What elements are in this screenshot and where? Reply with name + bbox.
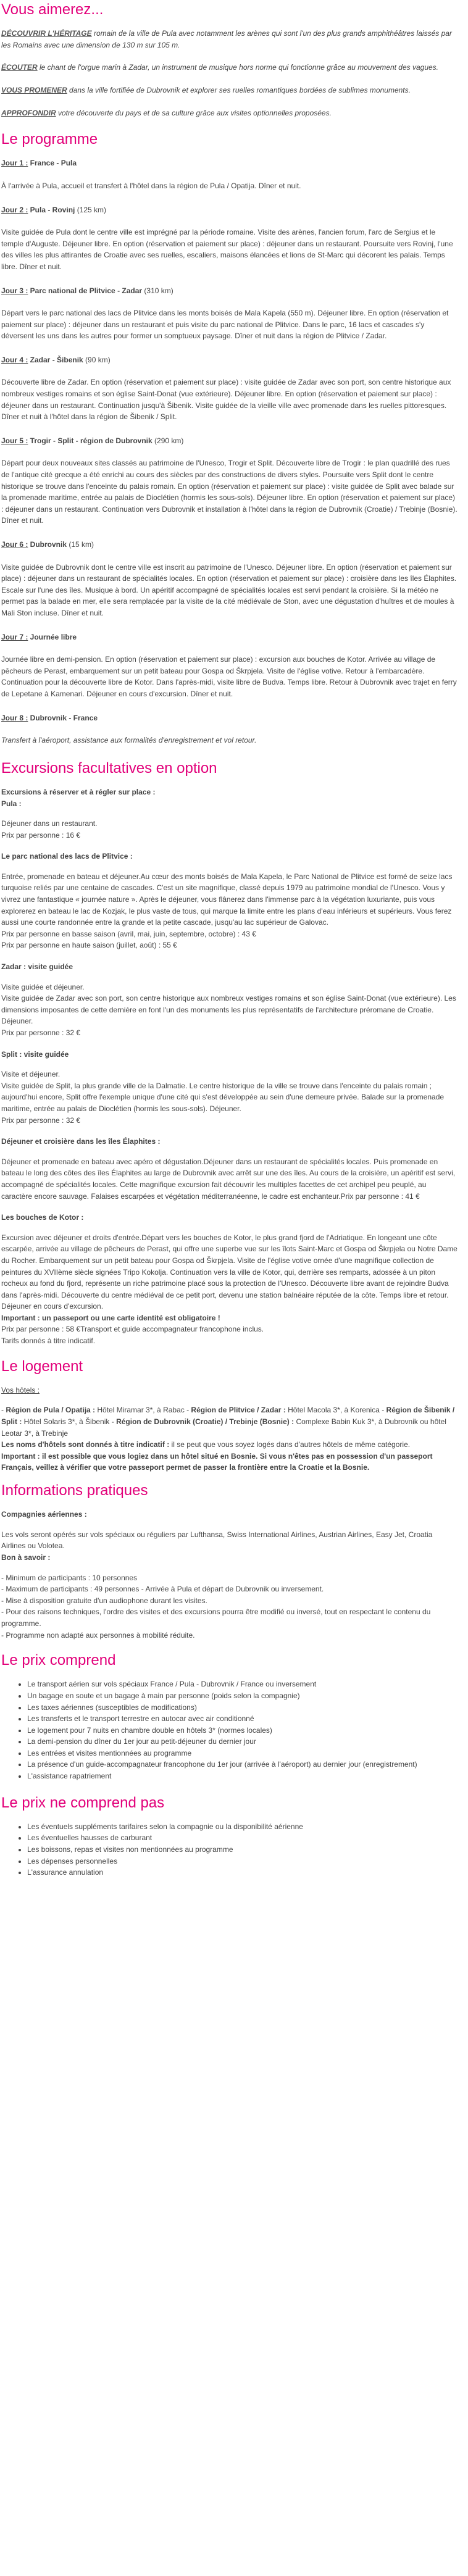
day-title	[1, 435, 458, 447]
hotel-segment: -	[1, 1406, 6, 1415]
excursion-title: Le parc national des lacs de Plitvice :	[1, 852, 133, 861]
excursion	[1, 851, 458, 951]
day-description: Visite guidée de Pula dont le centre ville est imprégné par la période romaine. Visite des arènes, l'ancien forum, l'arc de Sergius et le temple d'Auguste. Déjeuner libre. En option (réservation et paiement sur place) : déjeuner dans un restaurant. Poursuite vers Rovinj, l'une des villes les plus attirantes de Croatie avec ses ruelles, escaliers, maisons élancées et lions de St-Marc qui décorent les palais. Temps libre. Dîner et nuit.	[1, 228, 453, 271]
programme-day	[1, 204, 458, 273]
logement-title: Le logement	[1, 1357, 83, 1375]
day-description: Journée libre en demi-pension. En option (réservation et paiement sur place) : excursion aux bouches de Kotor. Arrivée au village de pêcheurs de Perast, embarquement sur un petit bateau pour Gospa od Škrpjela. Visite de l'église votive. Retour à l'embarcadère. Continuation pour la découverte libre de Kotor. Dans l'après-midi, visite libre de Budva. Temps libre. Retour à Dubrovnik avec trajet en ferry de Lepetane à Kamenari. Déjeuner en cours d'excursion. Dîner et nuit.	[1, 655, 457, 698]
excursion	[1, 1136, 458, 1202]
excursions-title: Excursions facultatives en option	[1, 759, 217, 777]
excursion-important: Important : un passeport ou une carte identité est obligatoire !	[1, 1313, 220, 1322]
excludes-item: • L'assurance annulation	[27, 1867, 458, 1878]
day-label: Jour 5 :	[1, 436, 28, 445]
day-name: Pula - Rovinj	[28, 205, 75, 214]
excursion-gap	[1, 809, 458, 818]
intro-item-text: romain de la ville de Pula avec notamment les arènes qui sont l'un des plus grands amphithéâtres laissés par les Romains avec une dimension de 130 m sur 105 m.	[1, 29, 452, 49]
day-label: Jour 1 :	[1, 159, 28, 168]
excursion-line: Prix par personne : 58 €Transport et guide accompagnateur francophone inclus.	[1, 1325, 264, 1334]
know-item: - Minimum de participants : 10 personnes	[1, 1573, 138, 1582]
hotel-segment: Hôtel Miramar 3*, à Rabac -	[95, 1406, 191, 1415]
intro-item	[1, 107, 458, 119]
day-name: France - Pula	[28, 159, 77, 168]
day-label: Jour 2 :	[1, 205, 28, 214]
day-description: Départ vers le parc national des lacs de Plitvice dans les monts boisés de Mala Kapela (550 m). Déjeuner libre. En option (réservation et paiement sur place) : déjeuner dans un restaurant et puis visite du parc national de Plitvice. Dans le parc, 16 lacs et cascades s'y déversent les uns dans les autres pour former un somptueux paysage. Dîner et nuit dans la région de Plitvice / Zadar.	[1, 309, 449, 341]
hotel-segment: Région de Dubrovnik (Croatie) / Trebinje (Bosnie) :	[116, 1417, 295, 1427]
includes-item: • La demi-pension du dîner du 1er jour au petit-déjeuner du dernier jour	[27, 1736, 458, 1748]
day-distance: (125 km)	[75, 205, 107, 214]
hotel-segment: Complexe Babin Kuk 3*, à Dubrovnik ou hôtel Leotar 3*, à Trebinje	[1, 1417, 446, 1438]
excursion-line: Prix par personne en basse saison (avril, mai, juin, septembre, octobre) : 43 €	[1, 929, 256, 938]
intro-item-text: dans la ville fortifiée de Dubrovnik et explorer ses ruelles romantiques bordées de sublimes monuments.	[67, 85, 411, 94]
excludes-item: • Les boissons, repas et visites non mentionnées au programme	[27, 1844, 458, 1856]
excursion-line: Prix par personne : 32 €	[1, 1115, 81, 1125]
excursion-line: Visite et déjeuner.	[1, 1070, 61, 1079]
excursion-line: Visite guidée et déjeuner.	[1, 982, 85, 991]
logement-important: Important : il est possible que vous logiez dans un hôtel situé en Bosnie. Si vous n'êtes pas en possession d'un passeport Français, veillez à vérifier que votre passeport permet de passer la frontière entre la Croatie et la Bosnie.	[1, 1451, 433, 1472]
day-title	[1, 539, 458, 551]
excursions-list	[1, 798, 458, 1347]
intro-item-text: le chant de l'orgue marin à Zadar, un instrument de musique hors norme qui fonctionne grâce au mouvement des vagues.	[37, 63, 439, 72]
programme-title: Le programme	[1, 131, 98, 148]
excursions-intro: Excursions à réserver et à régler sur place :	[1, 787, 156, 796]
infos-know-list	[1, 1572, 458, 1641]
logement-label: Vos hôtels :	[1, 1385, 40, 1394]
day-title	[1, 157, 458, 169]
hotel-segment: Hôtel Solaris 3*, à Šibenik -	[22, 1417, 117, 1427]
day-label: Jour 6 :	[1, 540, 28, 549]
excursion-title: Les bouches de Kotor :	[1, 1213, 84, 1222]
hotel-segment: Région de Pula / Opatija :	[6, 1406, 96, 1415]
programme-day	[1, 435, 458, 527]
excursion-line: Entrée, promenade en bateau et déjeuner.Au cœur des monts boisés de Mala Kapela, le Parc National de Plitvice est formé de seize lacs turquoise reliés par une centaine de cascades. C'est un site magnifique, classé depuis 1979 au patrimoine mondial de l'Unesco. Vous y vivrez une fantastique « journée nature ». Après le déjeuner, vous flânerez dans l'immense parc à la végétation luxuriante, puis vous explorerez en bateau le lac de Kozjak, le plus vaste de tous, qui marque la limite entre les plans d'eau inférieurs et supérieurs. Vous ferez aussi une courte randonnée entre la grande et la petite cascade, jusqu'au lac supérieur de Galovac.	[1, 872, 453, 927]
day-label: Jour 3 :	[1, 286, 28, 295]
includes-title: Le prix comprend	[1, 1652, 116, 1669]
day-description: À l'arrivée à Pula, accueil et transfert à l'hôtel dans la région de Pula / Opatija. Dîner et nuit.	[1, 181, 301, 190]
day-description: Visite guidée de Dubrovnik dont le centre ville est inscrit au patrimoine de l'Unesco. Déjeuner libre. En option (réservation et paiement sur place) : déjeuner dans un restaurant de spécialités locales. En option (réservation et paiement sur place) : croisière dans les îles Élaphites. Escale sur l'une des îles. Musique à bord. Un apéritif accompagné de spécialités locales est servi pendant la croisière. Si la météo ne permet pas la balade en mer, elle sera remplacée par la visite de la cité médiévale de Ston, avec une dégustation d'huîtres et de moules à Mali Ston incluse. Dîner et nuit.	[1, 562, 457, 617]
day-name: Dubrovnik - France	[28, 713, 98, 722]
excursion-title: Split : visite guidée	[1, 1049, 69, 1059]
logement-note-bold: Les noms d'hôtels sont donnés à titre indicatif :	[1, 1440, 170, 1449]
includes-item: • Les entrées et visites mentionnées au programme	[27, 1748, 458, 1759]
intro-item	[1, 62, 458, 73]
day-title	[1, 631, 458, 643]
includes-item: • L'assistance rapatriement	[27, 1770, 458, 1782]
intro-item	[1, 85, 458, 96]
excursion-gap	[1, 973, 458, 982]
excursion-gap	[1, 1223, 458, 1232]
intro-item-lead: VOUS PROMENER	[1, 85, 67, 94]
excursion-line: Tarifs donnés à titre indicatif.	[1, 1336, 96, 1346]
excludes-title: Le prix ne comprend pas	[1, 1794, 165, 1811]
programme-day	[1, 354, 458, 423]
includes-item: • Un bagage en soute et un bagage à main par personne (poids selon la compagnie)	[27, 1690, 458, 1702]
programme-day	[1, 285, 458, 342]
know-item: - Programme non adapté aux personnes à mobilité réduite.	[1, 1630, 195, 1640]
hotel-segment: Région de Plitvice / Zadar :	[191, 1406, 286, 1415]
excursion-line: Déjeuner et promenade en bateau avec apéro et dégustation.Déjeuner dans un restaurant de spécialités locales. Puis promenade en bateau le long des côtes des îles Élaphites au large de Dubrovnik avec arrêt sur une des îles. Au cours de la croisière, un apéritif est servi, accompagné de spécialités locales. Cette magnifique excursion fait découvrir les multiples facettes de cet archipel peu peuplé, au caractère encore sauvage. Falaises escarpées et végétation méditerranéenne, le cadre est enchanteur.Prix par personne : 41 €	[1, 1157, 456, 1201]
day-label: Jour 4 :	[1, 355, 28, 364]
programme-days	[1, 157, 458, 746]
includes-item: • Le logement pour 7 nuits en chambre double en hôtels 3* (normes locales)	[27, 1725, 458, 1736]
day-description: Départ pour deux nouveaux sites classés au patrimoine de l'Unesco, Trogir et Split. Découverte libre de Trogir : le plan quadrillé des rues de l'antique cité grecque a été enrichi au cours des siècles par des constructions de divers styles. Poursuite vers Split dont le centre historique se trouve dans l'enceinte du palais romain. En option (réservation et paiement sur place) : visite guidée de Split avec balade sur la promenade maritime, entrée au palais de Dioclétien (hormis les sous-sols). Déjeuner libre. En option (réservation et paiement sur place) : déjeuner dans un restaurant. Continuation vers Dubrovnik et installation à l'hôtel dans la région de Dubrovnik (Croatie) / Trebinje (Bosnie). Dîner et nuit.	[1, 459, 458, 525]
infos-companies-label: Compagnies aériennes :	[1, 1510, 87, 1519]
intro-item-lead: ÉCOUTER	[1, 63, 38, 72]
day-name: Trogir - Split - région de Dubrovnik	[28, 436, 153, 445]
day-distance: (290 km)	[152, 436, 184, 445]
day-description: Transfert à l'aéroport, assistance aux formalités d'enregistrement et vol retour.	[1, 736, 257, 745]
infos-title: Informations pratiques	[1, 1482, 148, 1499]
programme-day	[1, 631, 458, 700]
excursion-gap	[1, 1148, 458, 1156]
intro-title: Vous aimerez...	[1, 1, 104, 18]
know-item: - Pour des raisons techniques, l'ordre des visites et des excursions pourra être modifié ou inversé, tout en respectant le contenu du programme.	[1, 1607, 431, 1628]
excursion	[1, 798, 458, 841]
excursion-title: Déjeuner et croisière dans les îles Élaphites :	[1, 1137, 161, 1146]
excludes-item: • Les éventuelles hausses de carburant	[27, 1832, 458, 1844]
know-item: - Maximum de participants : 49 personnes - Arrivée à Pula et départ de Dubrovnik ou inversement.	[1, 1585, 324, 1594]
programme-day	[1, 539, 458, 619]
logement-note	[1, 1439, 458, 1451]
logement-note-text: il se peut que vous soyez logés dans d'autres hôtels de même catégorie.	[169, 1440, 411, 1449]
excursion	[1, 1212, 458, 1347]
includes-item: • Les transferts et le transport terrestre en autocar avec air conditionné	[27, 1713, 458, 1725]
hotel-segment: Hôtel Macola 3*, à Korenica -	[285, 1406, 387, 1415]
excursion-line: Prix par personne : 16 €	[1, 830, 81, 840]
day-label: Jour 7 :	[1, 632, 28, 641]
excursion-line: Déjeuner dans un restaurant.	[1, 819, 98, 828]
day-description: Découverte libre de Zadar. En option (réservation et paiement sur place) : visite guidée de Zadar avec son port, son centre historique aux nombreux vestiges romains et son église Saint-Donat (vue extérieure). Déjeuner libre. En option (réservation et paiement sur place) : déjeuner dans un restaurant. Continuation jusqu'à Šibenik. Visite guidée de la vieille ville avec promenade dans les ruelles pittoresques. Dîner et nuit à l'hôtel dans la région de Šibenik / Split.	[1, 378, 451, 422]
day-title	[1, 204, 458, 216]
excursion-title: Pula :	[1, 799, 22, 808]
excludes-item: • Les éventuels suppléments tarifaires selon la compagnie ou la disponibilité aérienne	[27, 1821, 458, 1833]
day-distance: (310 km)	[142, 286, 173, 295]
intro-item	[1, 28, 458, 51]
excursion-line: Visite guidée de Zadar avec son port, son centre historique aux nombreux vestiges romains et son église Saint-Donat (vue extérieure). Les dimensions imposantes de cette dernière en font l'un des monuments les plus représentatifs de l'architecture préromane de Croatie. Déjeuner.	[1, 994, 456, 1026]
excludes-item: • Les dépenses personnelles	[27, 1856, 458, 1867]
intro-item-lead: APPROFONDIR	[1, 108, 56, 117]
excursion-gap	[1, 862, 458, 871]
hotel-segment: Région de Šibenik / Split :	[1, 1406, 455, 1427]
excursion-line: Excursion avec déjeuner et droits d'entrée.Départ vers les bouches de Kotor, le plus grand fjord de l'Adriatique. En longeant une côte escarpée, arrivée au village de pêcheurs de Perast, qui offre une superbe vue sur les îlots Saint-Marc et Gospa od Škrpjela ou Notre Dame du Rocher. Embarquement sur un petit bateau pour Gospa od Škrpjela. Visite de l'église votive ornée d'une magnifique collection de peintures du XVIIème siècle signées Tripo Kokolja. Continuation vers la ville de Kotor, qui, derrière ses remparts, adossée à un piton rocheux au fond du fjord, représente un riche patrimoine placé sous la protection de l'Unesco. Découverte libre avant de rejoindre Budva dans l'après-midi. Découverte du centre médiéval de ce petit port, devenu une station balnéaire réputée de la côte. Temps libre et retour. Déjeuner en cours d'excursion.	[1, 1233, 458, 1311]
day-name: Journée libre	[28, 632, 77, 641]
day-label: Jour 8 :	[1, 713, 28, 722]
includes-list	[1, 1678, 458, 1782]
excursion-title: Zadar : visite guidée	[1, 962, 73, 972]
includes-item: • Les taxes aériennes (susceptibles de modifications)	[27, 1702, 458, 1714]
day-name: Parc national de Plitvice - Zadar	[28, 286, 143, 295]
programme-day	[1, 712, 458, 746]
know-item: - Mise à disposition gratuite d'un audiophone durant les visites.	[1, 1596, 207, 1605]
day-title	[1, 285, 458, 297]
programme-day	[1, 157, 458, 191]
intro-item-text: votre découverte du pays et de sa culture grâce aux visites optionnelles proposées.	[56, 108, 332, 117]
day-distance: (90 km)	[83, 355, 111, 364]
includes-item: • Le transport aérien sur vols spéciaux France / Pula - Dubrovnik / France ou inversement	[27, 1678, 458, 1690]
includes-item: • La présence d'un guide-accompagnateur francophone du 1er jour (arrivée à l'aéroport) au dernier jour (enregistrement)	[27, 1759, 458, 1770]
logement-hotels	[1, 1404, 458, 1439]
day-title	[1, 712, 458, 724]
excludes-list	[1, 1821, 458, 1878]
day-distance: (15 km)	[67, 540, 94, 549]
excursion-line: Visite guidée de Split, la plus grande ville de la Dalmatie. Le centre historique de la ville se trouve dans l'enceinte du palais romain ; aujourd'hui encore, Split offre l'exemple unique d'une cité qui s'est développée au sein d'une demeure privée. Balade sur la promenade maritime, entrée au palais de Dioclétien (hormis les sous-sols). Déjeuner.	[1, 1081, 445, 1113]
infos-know-label: Bon à savoir :	[1, 1553, 51, 1562]
day-title	[1, 354, 458, 366]
infos-companies: Les vols seront opérés sur vols spéciaux ou réguliers par Lufthansa, Swiss International Airlines, Austrian Airlines, Easy Jet, Croatia Airlines ou Volotea.	[1, 1530, 433, 1551]
intro-list	[1, 28, 458, 119]
excursion-line: Prix par personne en haute saison (juillet, août) : 55 €	[1, 941, 177, 950]
excursion-line: Prix par personne : 32 €	[1, 1028, 81, 1037]
excursion	[1, 1049, 458, 1127]
intro-item-lead: DÉCOUVRIR L'HÉRITAGE	[1, 29, 92, 38]
excursion-gap	[1, 1060, 458, 1069]
day-name: Zadar - Šibenik	[28, 355, 83, 364]
day-name: Dubrovnik	[28, 540, 67, 549]
excursion	[1, 961, 458, 1039]
